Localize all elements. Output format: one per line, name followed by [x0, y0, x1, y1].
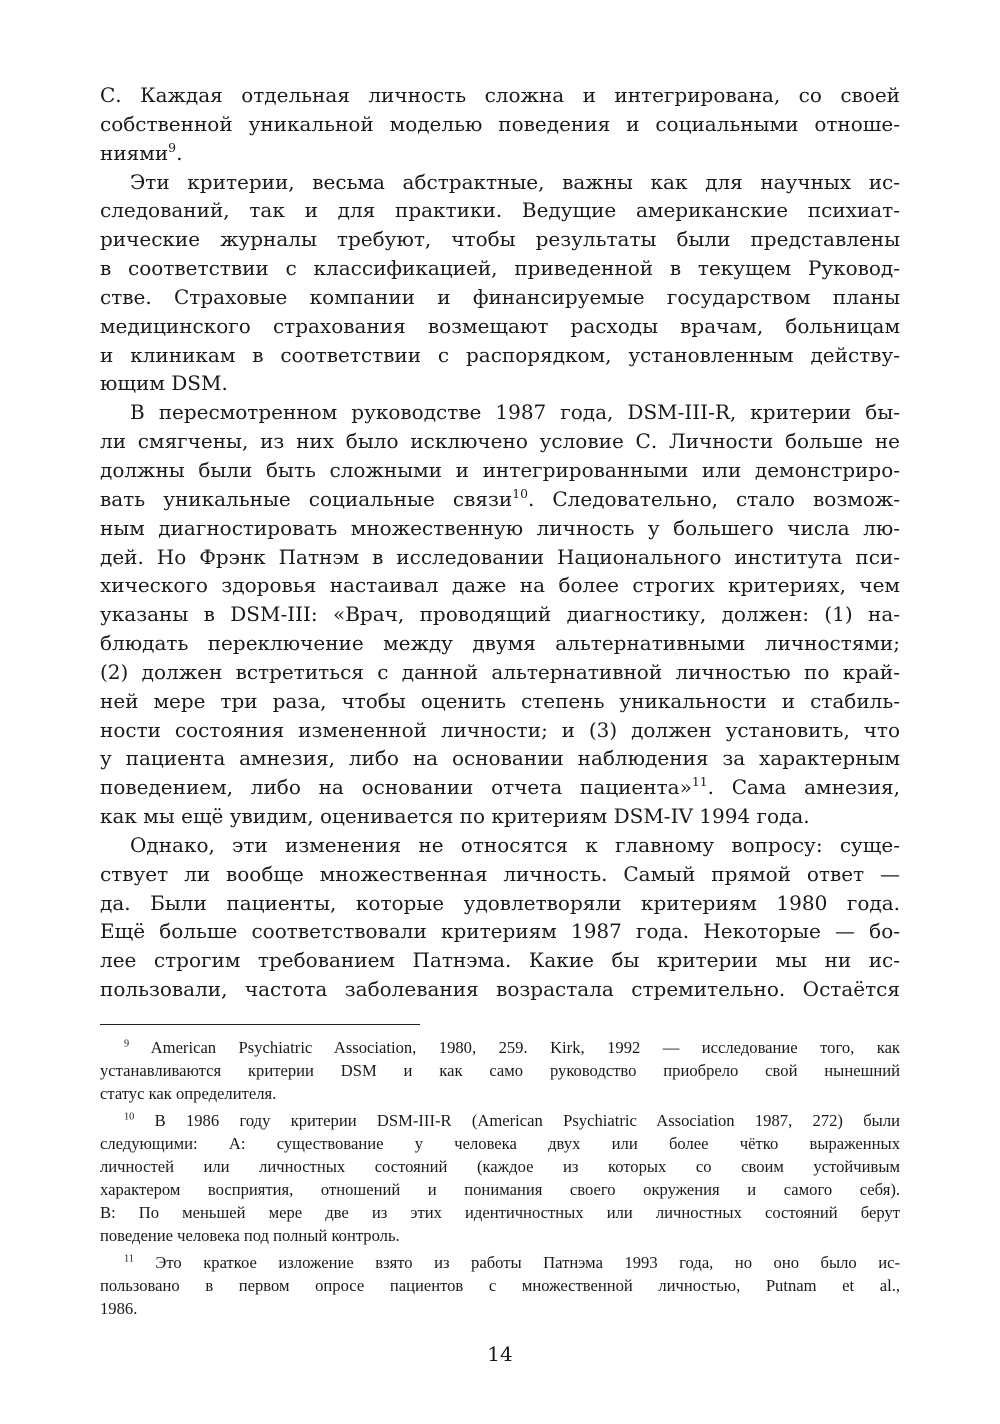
text-run: дей. Но Фрэнк Патнэм в исследовании Национального института пси-: [100, 544, 900, 569]
text-run: поведением, либо на основании отчета пациента»: [100, 775, 692, 800]
text-line: [100, 600, 900, 629]
footnote-marker: 11: [691, 774, 708, 790]
text-run: поведение человека под полный контроль.: [100, 1226, 400, 1245]
text-line: [100, 802, 900, 831]
paragraph: [100, 81, 900, 168]
text-run: ным диагностировать множественную личность у большего числа лю-: [100, 515, 900, 540]
text-line: [100, 860, 900, 889]
text-line: [100, 254, 900, 283]
text-line: [100, 831, 900, 860]
text-run: С. Каждая отдельная личность сложна и интегрирована, со своей: [100, 83, 900, 107]
footnote-marker: 9: [168, 139, 177, 155]
text-line: [100, 629, 900, 658]
text-line: [100, 889, 900, 918]
text-line: [100, 283, 900, 312]
text-run: ли смягчены, из них было исключено условие С. Личности больше не: [100, 429, 900, 454]
text-run: ствует ли вообще множественная личность. Самый прямой ответ —: [100, 861, 900, 886]
text-run: . Следовательно, стало возмож-: [527, 486, 900, 511]
paragraph: [100, 398, 900, 831]
text-line: [100, 427, 900, 456]
text-run: в соответствии с классификацией, приведенной в текущем Руковод-: [100, 256, 900, 281]
text-line: [100, 485, 900, 514]
text-run: (2) должен встретиться с данной альтернативной личностью по край-: [100, 659, 900, 684]
text-line: [100, 744, 900, 773]
text-line: [100, 139, 900, 168]
text-run: устанавливаются критерии DSM и как само руководство приобрело свой нынешний: [100, 1061, 900, 1080]
text-run: указаны в DSM-III: «Врач, проводящий диагностику, должен: (1) на-: [100, 602, 900, 627]
text-run: и клиникам в соответствии с распорядком, установленным действу-: [100, 342, 900, 367]
text-line: [100, 456, 900, 485]
text-line: [100, 168, 900, 197]
text-run: 1986.: [100, 1299, 138, 1318]
text-line: [100, 225, 900, 254]
footnote-marker: 11: [124, 1253, 134, 1265]
footnote: [100, 1109, 900, 1247]
text-line: [100, 773, 900, 802]
text-run: American Psychiatric Association, 1980, 259. Kirk, 1992 — исследование того, как: [129, 1038, 900, 1057]
text-run: у пациента амнезия, либо на основании наблюдения за характерным: [100, 746, 900, 771]
text-line: [100, 1201, 900, 1224]
text-run: медицинского страхования возмещают расходы врачам, больницам: [100, 313, 900, 338]
text-run: следований, так и для практики. Ведущие американские психиат-: [100, 198, 900, 223]
text-line: [100, 1036, 900, 1059]
text-line: [100, 975, 900, 1004]
text-run: да. Были пациенты, которые удовлетворяли критериям 1980 года.: [100, 890, 900, 915]
text-run: ющим DSM.: [100, 371, 228, 396]
text-line: [100, 1297, 900, 1320]
footnote-divider: [100, 1024, 420, 1025]
text-run: следующими: А: существование у человека двух или более чётко выраженных: [100, 1134, 900, 1153]
paragraph: [100, 831, 900, 1004]
text-run: Ещё больше соответствовали критериям 1987 года. Некоторые — бо-: [100, 919, 900, 944]
text-run: ности состояния измененной личности; и (3) должен установить, что: [100, 717, 900, 742]
text-run: В: По меньшей мере две из этих идентичностных или личностных состояний берут: [100, 1203, 900, 1222]
footnote: [100, 1036, 900, 1105]
text-line: [100, 1109, 900, 1132]
text-line: [100, 1155, 900, 1178]
text-run: пользовали, частота заболевания возрастала стремительно. Остаётся: [100, 977, 900, 1002]
text-run: ниями: [100, 140, 169, 165]
text-line: [100, 196, 900, 225]
text-line: [100, 571, 900, 600]
text-line: [100, 1274, 900, 1297]
text-run: Это краткое изложение взято из работы Патнэма 1993 года, но оно было ис-: [133, 1253, 900, 1272]
paragraph: [100, 168, 900, 399]
text-run: стве. Страховые компании и финансируемые государством планы: [100, 284, 900, 309]
text-run: .: [176, 140, 183, 165]
text-run: характером восприятия, отношений и понимания своего окружения и самого себя).: [100, 1180, 900, 1199]
text-line: [100, 81, 900, 110]
text-line: [100, 514, 900, 543]
text-line: [100, 687, 900, 716]
footnote: [100, 1251, 900, 1320]
text-run: личностей или личностных состояний (каждое из которых со своим устойчивым: [100, 1157, 900, 1176]
text-run: пользовано в первом опросе пациентов с множественной личностью, Putnam et al.,: [100, 1276, 900, 1295]
footnote-marker: 9: [124, 1038, 130, 1050]
text-run: вать уникальные социальные связи: [100, 486, 513, 511]
text-run: Эти критерии, весьма абстрактные, важны как для научных ис-: [130, 169, 900, 194]
text-run: лее строгим требованием Патнэма. Какие бы критерии мы ни ис-: [100, 948, 900, 973]
text-line: [100, 946, 900, 975]
text-run: рические журналы требуют, чтобы результаты были представлены: [100, 227, 900, 252]
text-run: В 1986 году критерии DSM-III-R (American Psychiatric Association 1987, 272) были: [134, 1111, 900, 1130]
body-text: [100, 81, 900, 1004]
text-run: хического здоровья настаивал даже на более строгих критериях, чем: [100, 573, 900, 598]
text-line: [100, 658, 900, 687]
text-run: блюдать переключение между двумя альтернативными личностями;: [100, 631, 900, 656]
text-run: Однако, эти изменения не относятся к главному вопросу: суще-: [130, 832, 900, 857]
text-line: [100, 369, 900, 398]
text-run: собственной уникальной моделью поведения и социальными отноше-: [100, 111, 900, 136]
text-line: [100, 716, 900, 745]
text-line: [100, 543, 900, 572]
text-line: [100, 312, 900, 341]
text-line: [100, 1224, 900, 1247]
text-run: . Сама амнезия,: [707, 775, 900, 800]
text-run: статус как определителя.: [100, 1084, 277, 1103]
text-run: ней мере три раза, чтобы оценить степень уникальности и стабиль-: [100, 688, 900, 713]
footnote-marker: 10: [124, 1111, 135, 1123]
footnote-marker: 10: [512, 485, 528, 501]
text-line: [100, 341, 900, 370]
text-line: [100, 1082, 900, 1105]
text-line: [100, 1059, 900, 1082]
text-line: [100, 398, 900, 427]
page-number: 14: [487, 1342, 513, 1366]
text-line: [100, 110, 900, 139]
text-line: [100, 1178, 900, 1201]
text-run: В пересмотренном руководстве 1987 года, DSM-III-R, критерии бы-: [130, 400, 900, 425]
text-run: как мы ещё увидим, оценивается по критериям DSM-IV 1994 года.: [100, 804, 810, 829]
text-line: [100, 917, 900, 946]
text-run: должны были быть сложными и интегрированными или демонстриро-: [100, 457, 900, 482]
text-line: [100, 1251, 900, 1274]
footnotes: [100, 1036, 900, 1324]
text-line: [100, 1132, 900, 1155]
